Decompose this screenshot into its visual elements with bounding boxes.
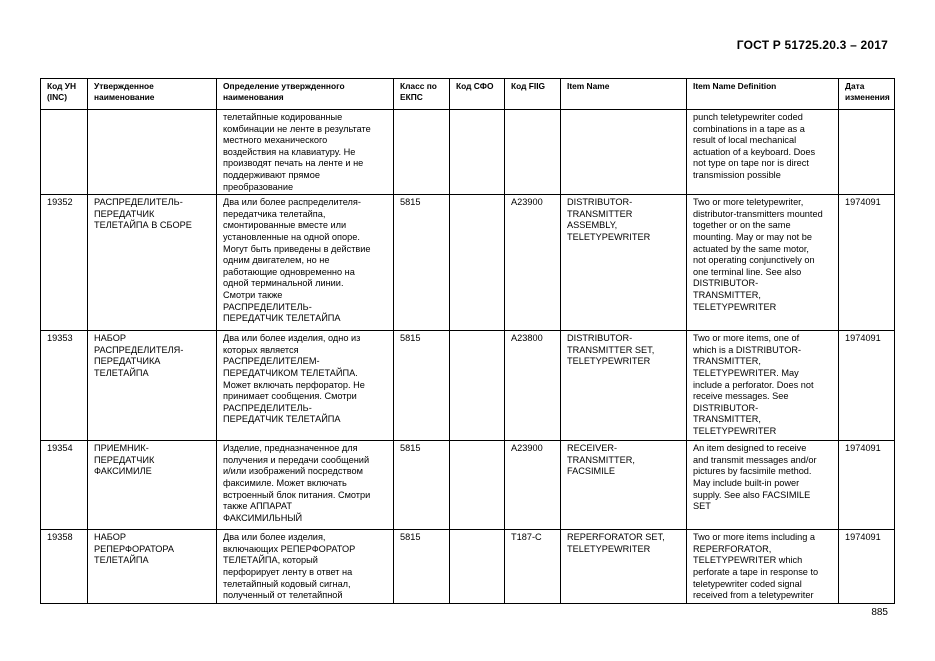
- cell-date: 1974091: [839, 331, 895, 441]
- cell-sfo: [450, 331, 505, 441]
- cell-sfo: [450, 195, 505, 331]
- table-row: [41, 331, 895, 441]
- table-row: [41, 195, 895, 331]
- cell-fiig: T187-C: [505, 530, 561, 604]
- cell-class: 5815: [394, 195, 450, 331]
- cell-inc: 19353: [41, 331, 88, 441]
- cell-definition-ru: телетайпные кодированные комбинации не ленте в результате местного механического воздействия на клавиатуру. Не производят печать на ленте и не поддерживают прямое преобразование: [217, 110, 394, 195]
- column-header-sfo: Код СФО: [450, 79, 505, 110]
- cell-item-definition: An item designed to receive and transmit messages and/or pictures by facsimile method. May include built-in power supply. See also FACSIMILE SET: [687, 441, 839, 530]
- cell-item-name: REPERFORATOR SET, TELETYPEWRITER: [561, 530, 687, 604]
- cell-date: 1974091: [839, 441, 895, 530]
- cell-sfo: [450, 110, 505, 195]
- cell-name-ru: [88, 110, 217, 195]
- cell-class: 5815: [394, 441, 450, 530]
- column-header-class: Класс по ЕКПС: [394, 79, 450, 110]
- cell-item-definition: Two or more items, one of which is a DISTRIBUTOR- TRANSMITTER, TELETYPEWRITER. May include a perforator. Does not receive messages. See DISTRIBUTOR- TRANSMITTER, TELETYPEWRITER: [687, 331, 839, 441]
- table-header-row: [41, 79, 895, 110]
- cell-class: 5815: [394, 331, 450, 441]
- cell-definition-ru: Два или более изделия, одно из которых является РАСПРЕДЕЛИТЕЛЕМ- ПЕРЕДАТЧИКОМ ТЕЛЕТАЙПА. Может включать перфоратор. Не принимает сообщения. Смотри РАСПРЕДЕЛИТЕЛЬ- ПЕРЕДАТЧИК ТЕЛЕТАЙПА: [217, 331, 394, 441]
- cell-definition-ru: Изделие, предназначенное для получения и передачи сообщений и/или изображений посредством факсимиле. Может включать встроенный блок питания. Смотри также АППАРАТ ФАКСИМИЛЬНЫЙ: [217, 441, 394, 530]
- column-header-fiig: Код FIIG: [505, 79, 561, 110]
- catalog-table: [40, 78, 895, 604]
- cell-item-name: DISTRIBUTOR- TRANSMITTER ASSEMBLY, TELETYPEWRITER: [561, 195, 687, 331]
- cell-fiig: A23800: [505, 331, 561, 441]
- cell-date: 1974091: [839, 530, 895, 604]
- cell-inc: [41, 110, 88, 195]
- table-row: [41, 441, 895, 530]
- cell-inc: 19352: [41, 195, 88, 331]
- page-number: 885: [871, 607, 888, 618]
- cell-item-definition: Two or more items including a REPERFORATOR, TELETYPEWRITER which perforate a tape in response to teletypewriter coded signal received from a teletypewriter: [687, 530, 839, 604]
- column-header-name-ru: Утвержденное наименование: [88, 79, 217, 110]
- table-row: [41, 530, 895, 604]
- cell-fiig: A23900: [505, 195, 561, 331]
- column-header-definition-ru: Определение утвержденного наименования: [217, 79, 394, 110]
- column-header-item-name: Item Name: [561, 79, 687, 110]
- cell-class: [394, 110, 450, 195]
- cell-item-definition: Two or more teletypewriter, distributor-transmitters mounted together or on the same mounting. May or may not be actuated by the same motor, not operating conjunctively on one terminal line. See also DISTRIBUTOR- TRANSMITTER, TELETYPEWRITER: [687, 195, 839, 331]
- cell-date: [839, 110, 895, 195]
- table-row: [41, 110, 895, 195]
- cell-item-name: [561, 110, 687, 195]
- document-header: ГОСТ Р 51725.20.3 – 2017: [736, 38, 888, 52]
- column-header-date: Дата изменения: [839, 79, 895, 110]
- cell-inc: 19354: [41, 441, 88, 530]
- cell-definition-ru: Два или более изделия, включающих РЕПЕРФОРАТОР ТЕЛЕТАЙПА, который перфорирует ленту в ответ на телетайпный кодовый сигнал, полученный от телетайпной: [217, 530, 394, 604]
- cell-item-name: DISTRIBUTOR- TRANSMITTER SET, TELETYPEWRITER: [561, 331, 687, 441]
- cell-fiig: [505, 110, 561, 195]
- column-header-inc: Код УН (INC): [41, 79, 88, 110]
- column-header-item-definition: Item Name Definition: [687, 79, 839, 110]
- cell-name-ru: НАБОР РАСПРЕДЕЛИТЕЛЯ- ПЕРЕДАТЧИКА ТЕЛЕТАЙПА: [88, 331, 217, 441]
- cell-sfo: [450, 530, 505, 604]
- cell-name-ru: НАБОР РЕПЕРФОРАТОРА ТЕЛЕТАЙПА: [88, 530, 217, 604]
- cell-item-name: RECEIVER- TRANSMITTER, FACSIMILE: [561, 441, 687, 530]
- cell-sfo: [450, 441, 505, 530]
- cell-fiig: A23900: [505, 441, 561, 530]
- cell-definition-ru: Два или более распределителя- передатчика телетайпа, смонтированные вместе или установленные на одной опоре. Могут быть приведены в действие одним двигателем, но не работающие одновременно на одной терминальной линии. Смотри также РАСПРЕДЕЛИТЕЛЬ- ПЕРЕДАТЧИК ТЕЛЕТАЙПА: [217, 195, 394, 331]
- cell-class: 5815: [394, 530, 450, 604]
- cell-name-ru: РАСПРЕДЕЛИТЕЛЬ- ПЕРЕДАТЧИК ТЕЛЕТАЙПА В СБОРЕ: [88, 195, 217, 331]
- cell-date: 1974091: [839, 195, 895, 331]
- cell-item-definition: punch teletypewriter coded combinations in a tape as a result of local mechanical actuation of a keyboard. Does not type on tape nor is direct transmission possible: [687, 110, 839, 195]
- cell-name-ru: ПРИЕМНИК- ПЕРЕДАТЧИК ФАКСИМИЛЕ: [88, 441, 217, 530]
- cell-inc: 19358: [41, 530, 88, 604]
